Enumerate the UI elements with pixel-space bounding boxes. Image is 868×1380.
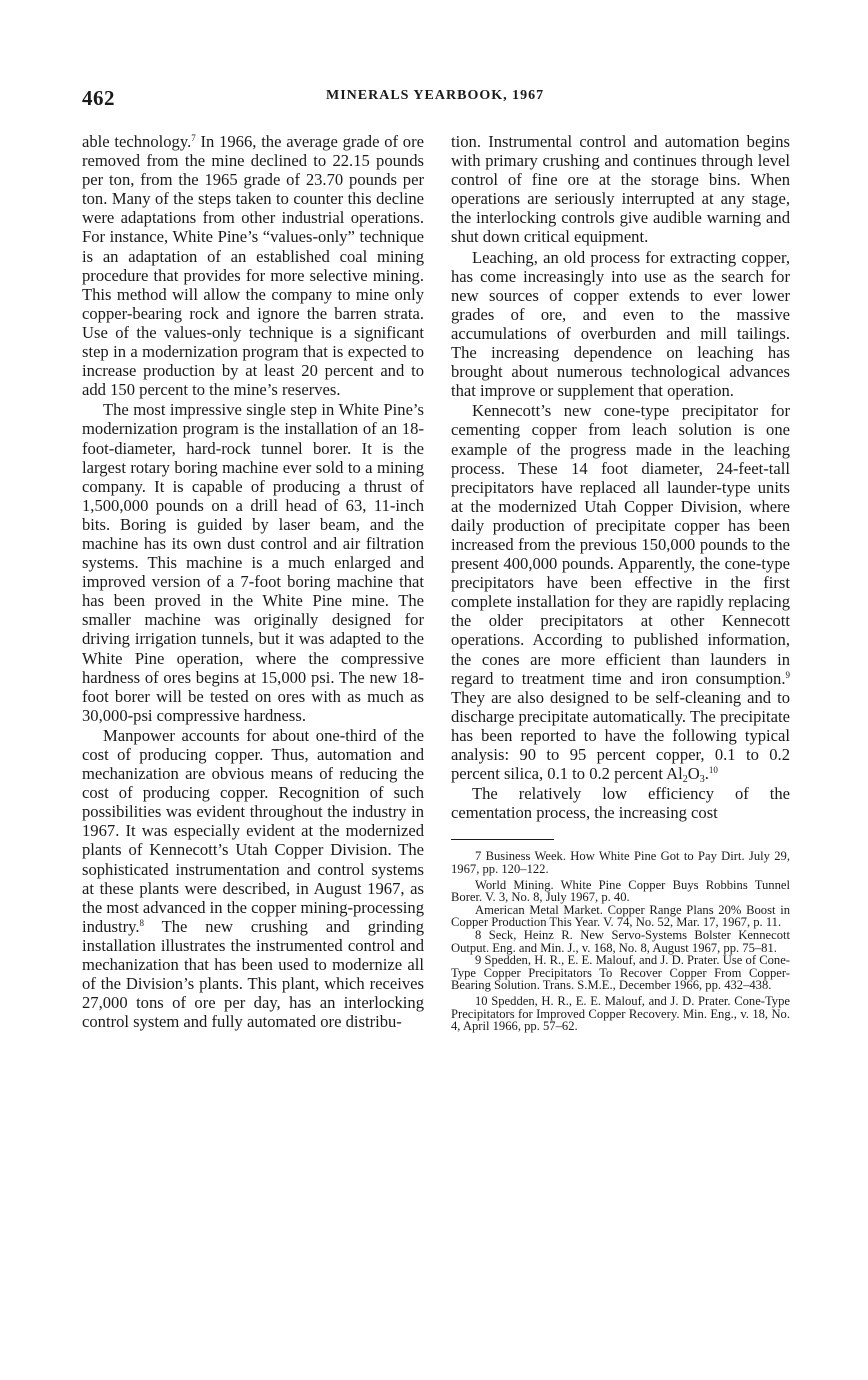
footnote: 8 Seck, Heinz R. New Servo-Systems Bolster Kennecott Output. Eng. and Min. J., v. 168, No. 8, August 1967, pp. 75–81. xyxy=(451,927,790,955)
footnote: 9 Spedden, H. R., E. E. Malouf, and J. D. Prater. Use of Cone-Type Copper Precipitators To Recover Copper From Copper-Bearing Solution. Trans. S.M.E., December 1966, pp. 432–438. xyxy=(451,953,790,993)
footnote: 7 Business Week. How White Pine Got to Pay Dirt. July 29, 1967, pp. 120–122. xyxy=(451,849,790,876)
paragraph: able technology.$^7$ In 1966, the average grade of ore removed from the mine declined to 22.15 pounds per ton, from the 1965 grade of 23.70 pounds per ton. Many of the steps taken to counter this decline were adaptations from other industrial operations. For instance, White Pine’s “values-only” technique is an adaptation of an established coal mining procedure that provides for more selective mining. This method will allow the company to mine only copper-bearing rock and ignore the barren strata. Use of the values-only technique is a significant step in a modernization program that is expected to increase production by at least 20 percent and to add 150 percent to the mine’s reserves. xyxy=(82,132,424,400)
footnote: American Metal Market. Copper Range Plans 20% Boost in Copper Production This Year. V. 74, No. 52, Mar. 17, 1967, p. 11. xyxy=(451,902,790,930)
footnote-ref: 8 xyxy=(139,917,144,928)
footnotes xyxy=(451,850,790,1032)
paragraph: tion. Instrumental control and automation begins with primary crushing and continues through level control of fine ore at the storage bins. When operations are seriously interrupted at any stage, the interlocking controls give audible warning and shut down critical equipment. xyxy=(451,132,790,247)
paragraph: Manpower accounts for about one-third of the cost of producing copper. Thus, automation and mechanization are obvious means of reducing the cost of producing copper. Recognition of such possibilities was evident throughout the industry in 1967. It was especially evident at the modernized plants of Kennecott’s Utah Copper Division. The sophisticated instrumentation and control systems at these plants were described, in August 1967, as the most advanced in the copper mining-processing industry.$^8$ The new crushing and grinding installation illustrates the instrumented control and mechanization that has been used to modernize all of the Division’s plants. This plant, which receives 27,000 tons of ore per day, has an interlocking control system and fully automated ore distribu- xyxy=(82,725,424,1032)
footnote-ref: 10 xyxy=(708,765,718,776)
footnote-ref: 9 xyxy=(785,669,790,680)
footnote: World Mining. White Pine Copper Buys Robbins Tunnel Borer. V. 3, No. 8, July 1967, p. 40. xyxy=(451,877,790,905)
running-title: MINERALS YEARBOOK, 1967 xyxy=(326,88,545,103)
footnote-divider xyxy=(451,839,554,840)
right-column xyxy=(451,132,790,1036)
left-column xyxy=(82,132,424,1031)
footnote-ref: 7 xyxy=(191,133,196,143)
paragraph: Kennecott’s new cone-type precipitator for cementing copper from leach solution is one example of the progress made in the leaching process. These 14 foot diameter, 24-feet-tall precipitators have replaced all launder-type units at the modernized Utah Copper Division, where daily production of precipitate copper has been increased from the previous 150,000 pounds to the present 400,000 pounds. Apparently, the cone-type precipitators have been effective in the first complete installation for they are rapidly replacing the older precipitators at other Kennecott operations. According to published information, the cones are more efficient than launders in regard to treatment time and iron consumption.$^9$ They are also designed to be self-cleaning and to discharge precipitate automatically. The precipitate has been reported to have the following typical analysis: 90 to 95 percent copper, 0.1 to 0.2 percent silica, 0.1 to 0.2 percent $Al_2O_3.^{10}$ xyxy=(451,401,790,786)
page-number: 462 xyxy=(82,86,115,110)
paragraph: Leaching, an old process for extracting copper, has come increasingly into use as the search for new sources of copper extends to ever lower grades of ore, and even to the massive accumulations of overburden and mill tailings. The increasing dependence on leaching has brought about numerous technological advances that improve or supplement that operation. xyxy=(451,247,790,401)
footnote: 10 Spedden, H. R., E. E. Malouf, and J. D. Prater. Cone-Type Precipitators for Improved Copper Recovery. Min. Eng., v. 18, No. 4, April 1966, pp. 57–62. xyxy=(451,993,790,1034)
paragraph: The most impressive single step in White Pine’s modernization program is the installation of an 18-foot-diameter, hard-rock tunnel borer. It is the largest rotary boring machine ever sold to a mining company. It is capable of producing a thrust of 1,500,000 pounds on a drill head of 63, 11-inch bits. Boring is guided by laser beam, and the machine has its own dust control and air filtration systems. This machine is a much enlarged and improved version of a 7-foot boring machine that has been proved in the White Pine mine. The smaller machine was originally designed for driving irrigation tunnels, but it was adapted to the White Pine operation, where the compressive hardness of ores begins at 15,000 psi. The new 18-foot borer will be tested on ores with as much as 30,000-psi compressive hardness. xyxy=(82,400,424,725)
paragraph: The relatively low efficiency of the cementation process, the increasing cost xyxy=(451,784,790,823)
